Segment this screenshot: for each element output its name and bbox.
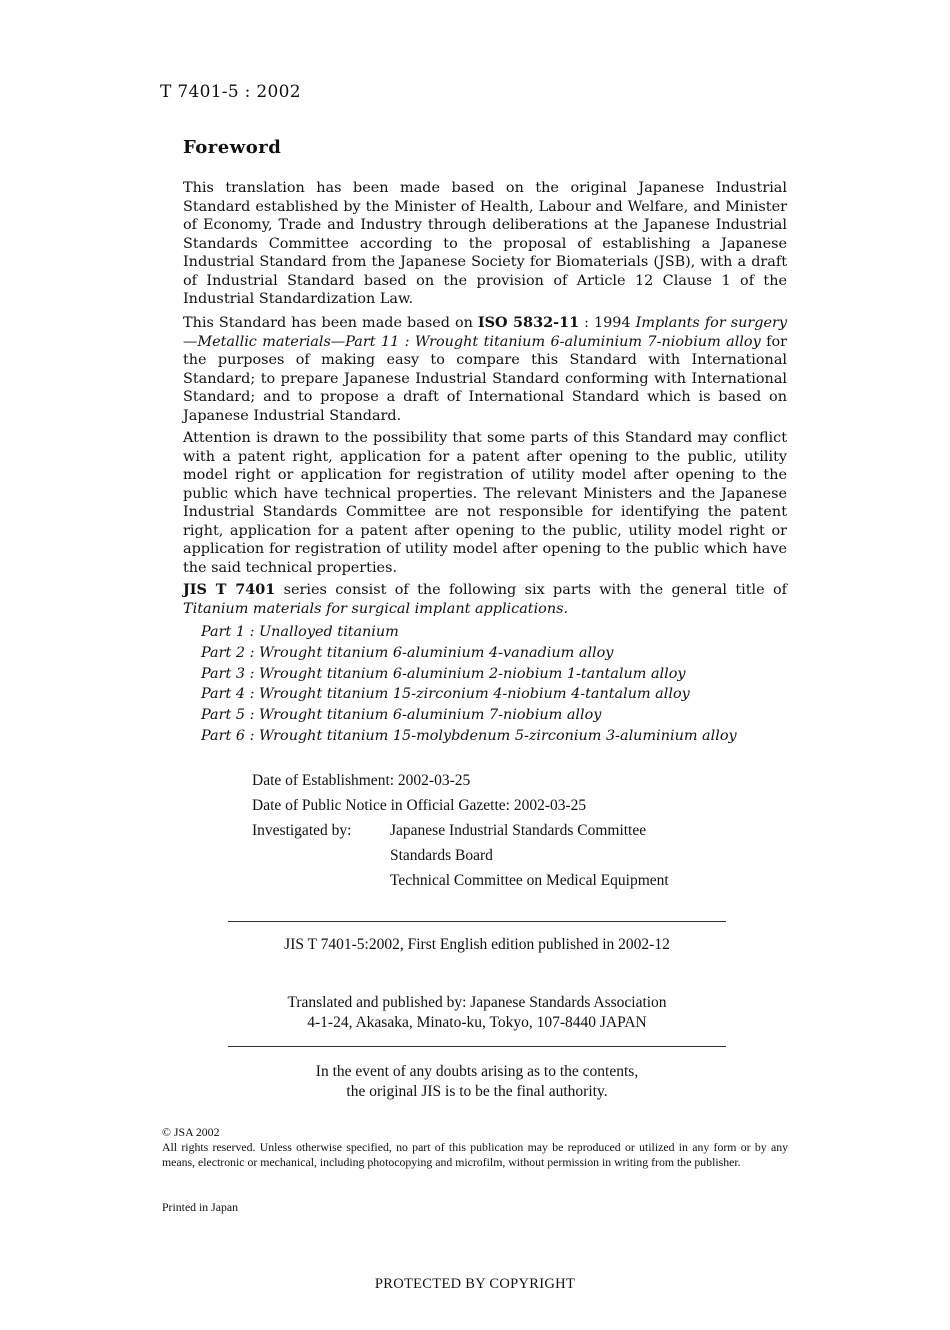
paragraph-4-lead: series consist of the following six parts with the general title of — [275, 582, 787, 598]
authority-notice — [228, 1062, 726, 1102]
paragraph-2-tail: for the purposes of making easy to compare this Standard with International Standard; to prepare Japanese Industrial Standard conforming with International Standard; and to propose a draft of International Standard which is based on Japanese Industrial Standard. — [183, 333, 787, 424]
iso-reference: ISO 5832-11 — [477, 314, 580, 331]
parts-list — [201, 622, 737, 747]
establishment-date: Date of Establishment: 2002-03-25 — [252, 772, 471, 789]
series-title: Titanium materials for surgical implant applications. — [183, 600, 569, 617]
edition-notice: JIS T 7401-5:2002, First English edition published in 2002-12 — [284, 936, 670, 953]
list-item: Part 5 : Wrought titanium 6-aluminium 7-niobium alloy — [201, 707, 602, 724]
copyright-block — [162, 1125, 788, 1170]
foreword-paragraph-3: Attention is drawn to the possibility that some parts of this Standard may conflict with a patent right, application for a patent after opening to the public, utility model right or application for registration of utility model after opening to the public which have technical properties. The relevant Ministers and the Japanese Industrial Standards Committee are not responsible for identifying the patent right, application for a patent after opening to the public, utility model right or application for registration of utility model after opening to the public which have the said technical properties. — [183, 430, 787, 576]
list-item: Part 1 : Unalloyed titanium — [201, 624, 399, 640]
public-notice-date: Date of Public Notice in Official Gazette: 2002-03-25 — [252, 797, 587, 814]
foreword-paragraph-1: This translation has been made based on the original Japanese Industrial Standard established by the Minister of Health, Labour and Welfare, and Minister of Economy, Trade and Industry through deliberations at the Japanese Industrial Standards Committee according to the proposal of establishing a Japanese Industrial Standard from the Japanese Society for Biomaterials (JSB), with a draft of Industrial Standard based on the provision of Article 12 Clause 1 of the Industrial Standardization Law. — [183, 180, 787, 307]
series-reference: JIS T 7401 — [183, 581, 276, 598]
foreword-paragraph-4 — [183, 581, 787, 618]
paragraph-2-lead: This Standard has been made based on — [183, 315, 478, 331]
list-item: Japanese Industrial Standards Committee — [390, 822, 647, 839]
publisher-name: Translated and published by: Japanese Standards Association — [287, 994, 667, 1011]
rights-statement: All rights reserved. Unless otherwise specified, no part of this publication may be reproduced or utilized in any form or by any means, electronic or mechanical, including photocopying and microfilm, without permission in writing from the publisher. — [162, 1140, 788, 1169]
copyright-notice: © JSA 2002 — [162, 1125, 220, 1139]
list-item: Part 4 : Wrought titanium 15-zirconium 4-niobium 4-tantalum alloy — [201, 686, 690, 703]
copyright-footer: PROTECTED BY COPYRIGHT — [374, 1276, 576, 1292]
list-item: Technical Committee on Medical Equipment — [390, 872, 669, 889]
list-item: Standards Board — [390, 847, 493, 864]
document-designation: T 7401-5 : 2002 — [160, 82, 301, 102]
foreword-heading: Foreword — [183, 137, 282, 158]
authority-line-1: In the event of any doubts arising as to the contents, — [315, 1063, 639, 1080]
dates-block — [252, 768, 586, 818]
list-item: Part 3 : Wrought titanium 6-aluminium 2-niobium 1-tantalum alloy — [201, 665, 686, 682]
investigated-by-list — [390, 818, 669, 893]
list-item: Part 2 : Wrought titanium 6-aluminium 4-vanadium alloy — [201, 644, 614, 661]
printed-in: Printed in Japan — [162, 1200, 239, 1214]
divider — [228, 1046, 726, 1047]
publisher-address: 4-1-24, Akasaka, Minato-ku, Tokyo, 107-8440 JAPAN — [307, 1014, 647, 1031]
publisher-block — [228, 993, 726, 1033]
investigated-label: Investigated by: — [252, 822, 352, 839]
iso-year: : 1994 — [579, 315, 636, 331]
list-item: Part 6 : Wrought titanium 15-molybdenum 5-zirconium 3-aluminium alloy — [201, 727, 737, 744]
foreword-paragraph-2 — [183, 314, 787, 425]
iso-title: Implants for surgery—Metallic materials—Part 11 : Wrought titanium 6-aluminium 7-niobium alloy — [183, 315, 787, 350]
authority-line-2: the original JIS is to be the final authority. — [346, 1083, 608, 1100]
divider — [228, 921, 726, 922]
